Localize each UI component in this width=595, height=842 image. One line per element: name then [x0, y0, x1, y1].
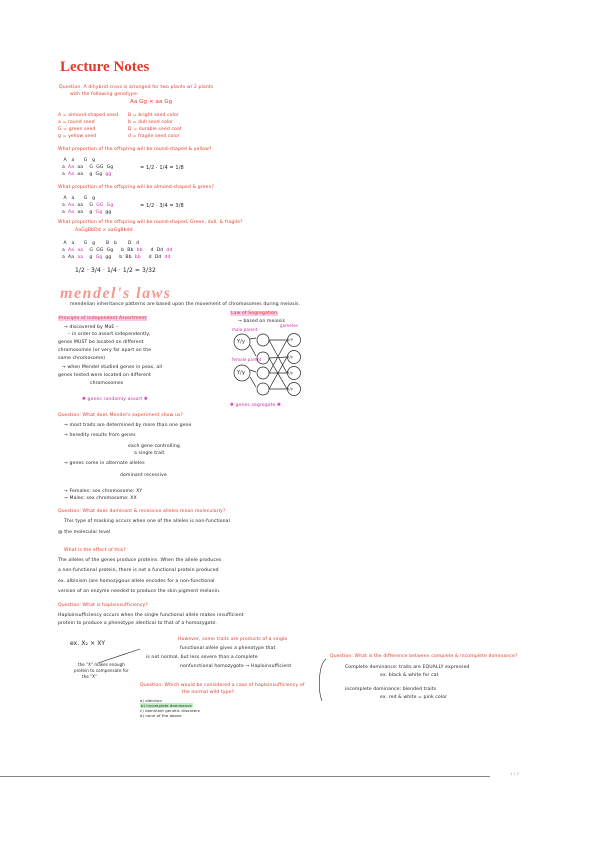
p2-punnett: A a G g a Aa aa G GG Gg a Aa aa g Gg gg [62, 196, 114, 215]
principle-title: Principle of Independent Assortment [59, 316, 147, 321]
option-c: c) dominant genetic disorders [140, 708, 200, 713]
option-a: a) albinism [140, 698, 163, 703]
principle-line-7: genes tested were located on different [58, 373, 152, 378]
gamete-3: Y/y [287, 370, 294, 375]
p3-calc: 1/2 · 3/4 · 1/4 · 1/2 = 3/32 [75, 267, 156, 274]
page-title: Lecture Notes [60, 59, 150, 75]
q2-line-2: → heredity results from genes [64, 433, 136, 438]
gamete-4: y/y [287, 386, 294, 391]
q1-key-right-2: b = dull seed color [128, 120, 174, 125]
male-parent-genotype: Y/y [237, 339, 245, 345]
q3-title: Question: What does dominant & recessive alleles mean molecularly? [58, 509, 226, 514]
principle-line-5: same chromosome) [58, 356, 106, 361]
q2-line-8: → Males: sex chromosome: XX [64, 496, 137, 501]
q2-title: Question: What does Mendel's experiment show us? [58, 413, 184, 418]
however-line-3: is not normal, but less severe than a complete [146, 655, 258, 660]
q5-title: Question: What is haploinsufficiency? [58, 603, 148, 608]
however-line-1: However, some traits are products of a single [178, 637, 288, 642]
segregation-title: Law of Segregation [231, 311, 278, 316]
option-b: b) incomplete dominance [141, 703, 192, 708]
q5-note-2: protein to compensate for [74, 668, 129, 673]
q5-line-2: protein to produce a phenotype identical to that of a homozygote. [58, 621, 217, 626]
q2-line-1: → most traits are determined by more than one gene [64, 423, 192, 428]
q2-line-7: → Females: sex chromosome: XY [64, 489, 143, 494]
q5-example: ex. X₂ × XY [70, 640, 106, 647]
independent-assortment-star: ✱ genes randomly assort ✱ [82, 397, 148, 402]
however-line-4: nonfunctional homozygote → Haploinsufficient [180, 664, 292, 669]
p2-question: What proportion of the offspring will be almond-shaped & green? [58, 185, 215, 190]
q1-genotype: Aa Gg × aa Gg [130, 99, 173, 105]
q1-line-2: with the following genotype: [70, 92, 139, 97]
p1-punnett: A a G g a Aa aa G GG Gg a Aa aa g Gg gg [62, 158, 114, 177]
male-parent-label: male parent [232, 327, 258, 332]
q5-sub-question-2: the normal wild type? [182, 690, 235, 695]
footer-rule [0, 776, 490, 777]
p3-cross: AaGgBbDd × aaGgBbdd [75, 228, 133, 233]
q5-sub-question-1: Question: Which would be considered a case of haploinsufficiency of [140, 683, 305, 688]
principle-line-6: → when Mendel studied genes in peas, all [62, 365, 163, 370]
q1-key-left-1: A = almond-shaped seed [58, 113, 119, 118]
q1-key-left-3: G = green seed [58, 127, 96, 132]
p3-punnett: A a G g B b D d a Aa aa G GG Gg b Bb bb d Dd dd a Aa aa g Gg gg b Bb bb d Dd dd [62, 241, 173, 260]
p1-question: What proportion of the offspring will be round-shaped & yellow? [58, 147, 212, 152]
mendel-intro: mendelian inheritance patterns are based upon the movement of chromosomes during meiosis. [70, 302, 301, 307]
q6-title: Question: What is the difference between complete & incomplete dominance? [330, 654, 518, 659]
q2-line-4: a single trait [134, 451, 165, 456]
option-d: d) none of the above [140, 713, 182, 718]
q4-title: What is the effect of this? [64, 548, 126, 553]
mendel-banner: mendel's laws [60, 285, 172, 302]
q2-line-6: dominant recessive [120, 473, 167, 478]
q4-line-4: version of an enzyme needed to produce the skin pigment melanin. [58, 589, 221, 594]
p3-question: What proportion of the offspring will be round-shaped, Green, dull, & fragile? [58, 220, 243, 225]
q1-line-1: Question: A dihybrid cross is arranged for two plants w/ 2 plants [59, 85, 214, 90]
gametes-label: gametes [280, 323, 299, 328]
q3-line-1: This type of masking occurs when one of the alleles is non-functional [64, 519, 230, 524]
q5-note-3: the "X" [82, 674, 97, 679]
q1-key-right-3: D = durable seed coat [128, 127, 182, 132]
segregate-star: ✱ genes segregate ✱ [230, 403, 281, 408]
segregation-line-1: → based on meiosis [238, 319, 286, 324]
q4-line-2: a non-functional protein, there is not a functional protein produced [58, 568, 219, 573]
q4-line-1: The alleles of the genes produce proteins. When the allele produces [58, 558, 222, 563]
q1-key-right-1: B = bright seed color [128, 113, 179, 118]
q5-line-1: Haploinsufficiency occurs when the single functional allele makes insufficient [58, 613, 244, 618]
q2-line-3: each gene controlling [128, 444, 180, 449]
page-number: 1 / 2 [510, 771, 520, 776]
q1-key-right-4: d = fragile seed color [128, 134, 180, 139]
q6-line-1: Complete dominance: traits are EQUALLY expressed [345, 665, 470, 670]
q4-line-3: ex. albinism (are homozygous allele encodes for a non-functional [58, 579, 215, 584]
q1-key-left-4: g = yellow seed [58, 134, 97, 139]
principle-line-4: chromosomes (or very far apart on the [58, 348, 152, 353]
however-line-2: functional allele gives a phenotype that [180, 646, 276, 651]
p1-calc: = 1/2 · 1/4 = 1/8 [140, 165, 184, 171]
female-parent-label: female parent [232, 357, 262, 362]
female-parent-genotype: Y/y [237, 370, 245, 376]
q1-key-left-2: a = round seed [58, 120, 95, 125]
principle-line-8: chromosomes [90, 381, 124, 386]
q2-line-5: → genes come in alternate alleles [64, 461, 145, 466]
q6-arrow [312, 655, 332, 705]
p2-calc: = 1/2 · 3/4 = 3/8 [140, 203, 184, 209]
principle-line-3: genes MUST be located on different [58, 340, 144, 345]
q3-line-2: @ the molecular level [58, 530, 111, 535]
q6-line-2: ex. black & white for cat [380, 673, 439, 678]
segregation-diagram [225, 325, 315, 400]
q5-note-1: the "X" makes enough [78, 662, 125, 667]
principle-line-2: – in order to assort independently, [68, 332, 151, 337]
principle-line-1: → discovered by MoE – [64, 325, 119, 330]
q6-line-3: incomplete dominance: blended traits [345, 687, 437, 692]
gamete-1: Y/Y [287, 337, 294, 342]
q6-line-4: ex. red & white = pink color [380, 695, 448, 700]
gamete-2: Y/y [287, 354, 294, 359]
